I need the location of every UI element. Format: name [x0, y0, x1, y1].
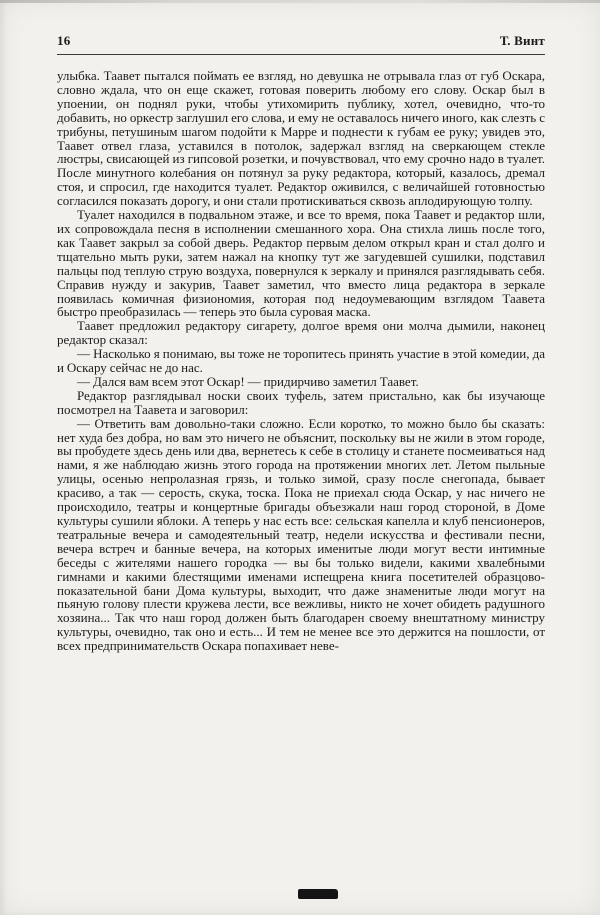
running-header: [57, 33, 545, 49]
paragraph: Туалет находился в подвальном этаже, и все то время, пока Таавет и редактор шли, их сопровождала песня в исполнении смешанного хора. Она стихла лишь после того, как Таавет закрыл за собой дверь. Редактор первым делом открыл кран и стал долго и тщательно мыть руки, затем нажал на кнопку тут же загудевшей сушилки, подставил пальцы под теплую струю воздуха, повернулся к зеркалу и принялся разглядывать себя. Справив нужду и закурив, Таавет заметил, что вместо лица редактора в зеркале появилась комичная физиономия, которая под недоумевающим взглядом Таавета быстро преобразилась — теперь это была суровая маска.: [57, 207, 545, 320]
running-head-author: Т. Винт: [499, 33, 545, 48]
paragraph-dialogue: — Дался вам всем этот Оскар! — придирчиво заметил Таавет.: [77, 373, 419, 389]
paragraph-dialogue: — Насколько я понимаю, вы тоже не торопитесь принять участие в этой комедии, да и Оскару сейчас не до нас.: [57, 346, 545, 376]
body-text: [57, 69, 545, 653]
header-rule: [57, 54, 545, 55]
paragraph-dialogue: — Ответить вам довольно-таки сложно. Если коротко, то можно было бы сказать: нет худа без добра, но вам это ничего не объяснит, поскольку вы не жили в этом городе, вы пробудете здесь день или два, вернетесь к себе в столицу и станете посмеиваться над нами, я же наблюдаю жизнь этого города на протяжении многих лет. Летом пыльные улицы, осенью непролазная грязь, и только зимой, сразу после снегопада, бывает красиво, а так — серость, скука, тоска. Пока не приехал сюда Оскар, у нас ничего не происходило, театры и концертные бригады объезжали наш город стороной, в Доме культуры сушили яблоки. А теперь у нас есть все: сельская капелла и клуб пенсионеров, театральные вечера и самодеятельный театр, недели искусства и фестивали песни, вечера встреч и банные вечера, на которых именитые люди могут вести интимные беседы с жителями нашего городка — вы бы только видели, какими хвалебными гимнами и какими блестящими именами испещрена книга посетителей образцово-показательной бани Дома культуры, выходит, что даже знаменитые люди могут на пьяную голову плести кружева лести, все вежливы, никто не хочет обидеть радушного хозяина... Так что наш город должен быть благодарен своему внештатному министру культуры, очевидно, так оно и есть... И тем не менее все это держится на пошлости, от всех предпринимательств Оскара попахивает неве-: [57, 415, 545, 654]
page-number: 16: [57, 33, 71, 48]
paragraph: Таавет предложил редактору сигарету, долгое время они молча дымили, наконец редактор сказал:: [57, 318, 545, 348]
paragraph: Редактор разглядывал носки своих туфель, затем пристально, как бы изучающе посмотрел на Таавета и заговорил:: [57, 387, 545, 417]
ink-blot-artifact: [298, 889, 338, 899]
scan-edge-artifact: [0, 0, 600, 3]
paragraph-continuation: улыбка. Таавет пытался поймать ее взгляд, но девушка не отрывала глаз от губ Оскара, словно ждала, что он еще скажет, готовая поверить любому его слову. Оскар был в упоении, он поднял руки, чтобы утихомирить публику, хотел, очевидно, что-то добавить, но оркестр заглушил его слова, и ему не оставалось ничего иного, как слезть с трибуны, петушиным шагом подойти к Марре и поднести к губам ее руку; увидев это, Таавет отвел глаза, уставился в потолок, задержал взгляд на сверкающем стекле люстры, свисающей из гипсовой розетки, и почувствовал, что ему срочно надо в туалет. После минутного колебания он потянул за руку редактора, который, казалось, дремал стоя, и спросил, где находится туалет. Редактор оживился, с величайшей готовностью согласился показать дорогу, и они стали протискиваться сквозь аплодирующую толпу.: [57, 68, 545, 209]
